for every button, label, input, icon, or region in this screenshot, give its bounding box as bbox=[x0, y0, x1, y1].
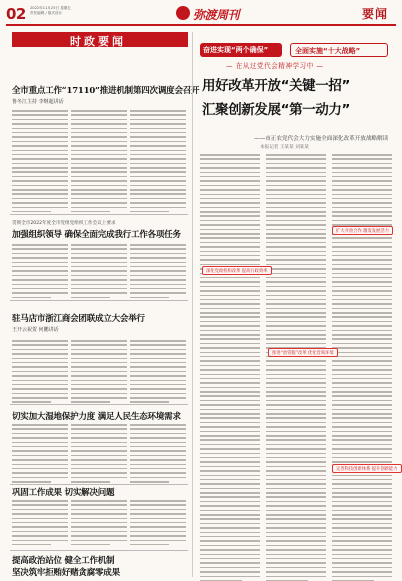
subhead-1: 深化党政机构改革 提高行政效率 bbox=[202, 266, 272, 275]
column-banner-label: 时政要闻 bbox=[70, 35, 126, 48]
story-5-title[interactable]: 巩固工作成果 切实解决问题 bbox=[12, 488, 115, 498]
masthead bbox=[0, 0, 402, 30]
news-column bbox=[10, 30, 200, 578]
story-4-title[interactable]: 切实加大湿地保护力度 满足人民生态环境需求 bbox=[12, 412, 181, 422]
page-number: 02 bbox=[6, 5, 26, 23]
seal-icon bbox=[176, 6, 190, 20]
issue-date: 2022年11月25日 星期五 bbox=[30, 6, 71, 10]
subhead-4: 完善科技创新体系 提升创新能力 bbox=[332, 464, 402, 473]
masthead-rule bbox=[6, 24, 396, 26]
story-3-title[interactable]: 驻马店市浙江商会团联成立大会举行 bbox=[12, 314, 145, 324]
story-2-kicker: 贯彻全市2022年度全市党组党组织工作会议上要求 bbox=[12, 221, 116, 226]
column-divider bbox=[192, 32, 193, 577]
column-banner bbox=[12, 32, 188, 47]
story-1-title[interactable]: 全市重点工作“17110”推进机制第四次调度会召开 bbox=[12, 86, 200, 96]
story-divider bbox=[10, 300, 188, 301]
paper-name: 弥渡周刊 bbox=[193, 8, 240, 22]
headline-line-1[interactable]: 用好改革开放“关键一招” bbox=[202, 78, 350, 94]
subhead-2: 推进“放管服”改革 优化营商环境 bbox=[268, 348, 338, 357]
editor-line: 责任编辑 / 版式设计 bbox=[30, 11, 63, 15]
story-6-title-line2[interactable]: 坚决筑牢拒贿好赌贪腐零成果 bbox=[12, 568, 120, 578]
story-divider bbox=[10, 550, 188, 551]
story-1-subtitle: 鲁冬江主持 李继超讲话 bbox=[12, 99, 64, 105]
subbanner: — 在从过党代会精神学习中 — bbox=[226, 62, 324, 70]
headline-line-2[interactable]: 汇聚创新发展“第一动力” bbox=[202, 102, 350, 118]
newspaper-logo bbox=[176, 5, 244, 22]
slogan-badge-outline: 全面实施“十大战略” bbox=[290, 43, 388, 57]
slogan-badge-red: 奋进实现“两个确保” bbox=[200, 43, 282, 57]
story-3-subtitle: 王开云祝贺 何鹏讲话 bbox=[12, 327, 59, 333]
page-meta bbox=[30, 6, 71, 16]
section-title: 要闻 bbox=[361, 7, 388, 21]
headline-deck: ——市正农党代会大力实施全面深化改革开放战略解读 bbox=[254, 136, 389, 142]
story-6-title[interactable]: 提高政治站位 健全工作机制 bbox=[12, 556, 115, 566]
subhead-3: 扩大开放合作 激发发展活力 bbox=[332, 226, 393, 235]
byline: 本报记者 王某某 刘某某 bbox=[260, 145, 309, 150]
story-2-title[interactable]: 加强组织领导 确保全面完成我行工作各项任务 bbox=[12, 230, 181, 240]
story-divider bbox=[10, 404, 188, 405]
feature-column bbox=[196, 30, 396, 578]
story-divider bbox=[10, 214, 188, 215]
story-divider bbox=[10, 484, 188, 485]
